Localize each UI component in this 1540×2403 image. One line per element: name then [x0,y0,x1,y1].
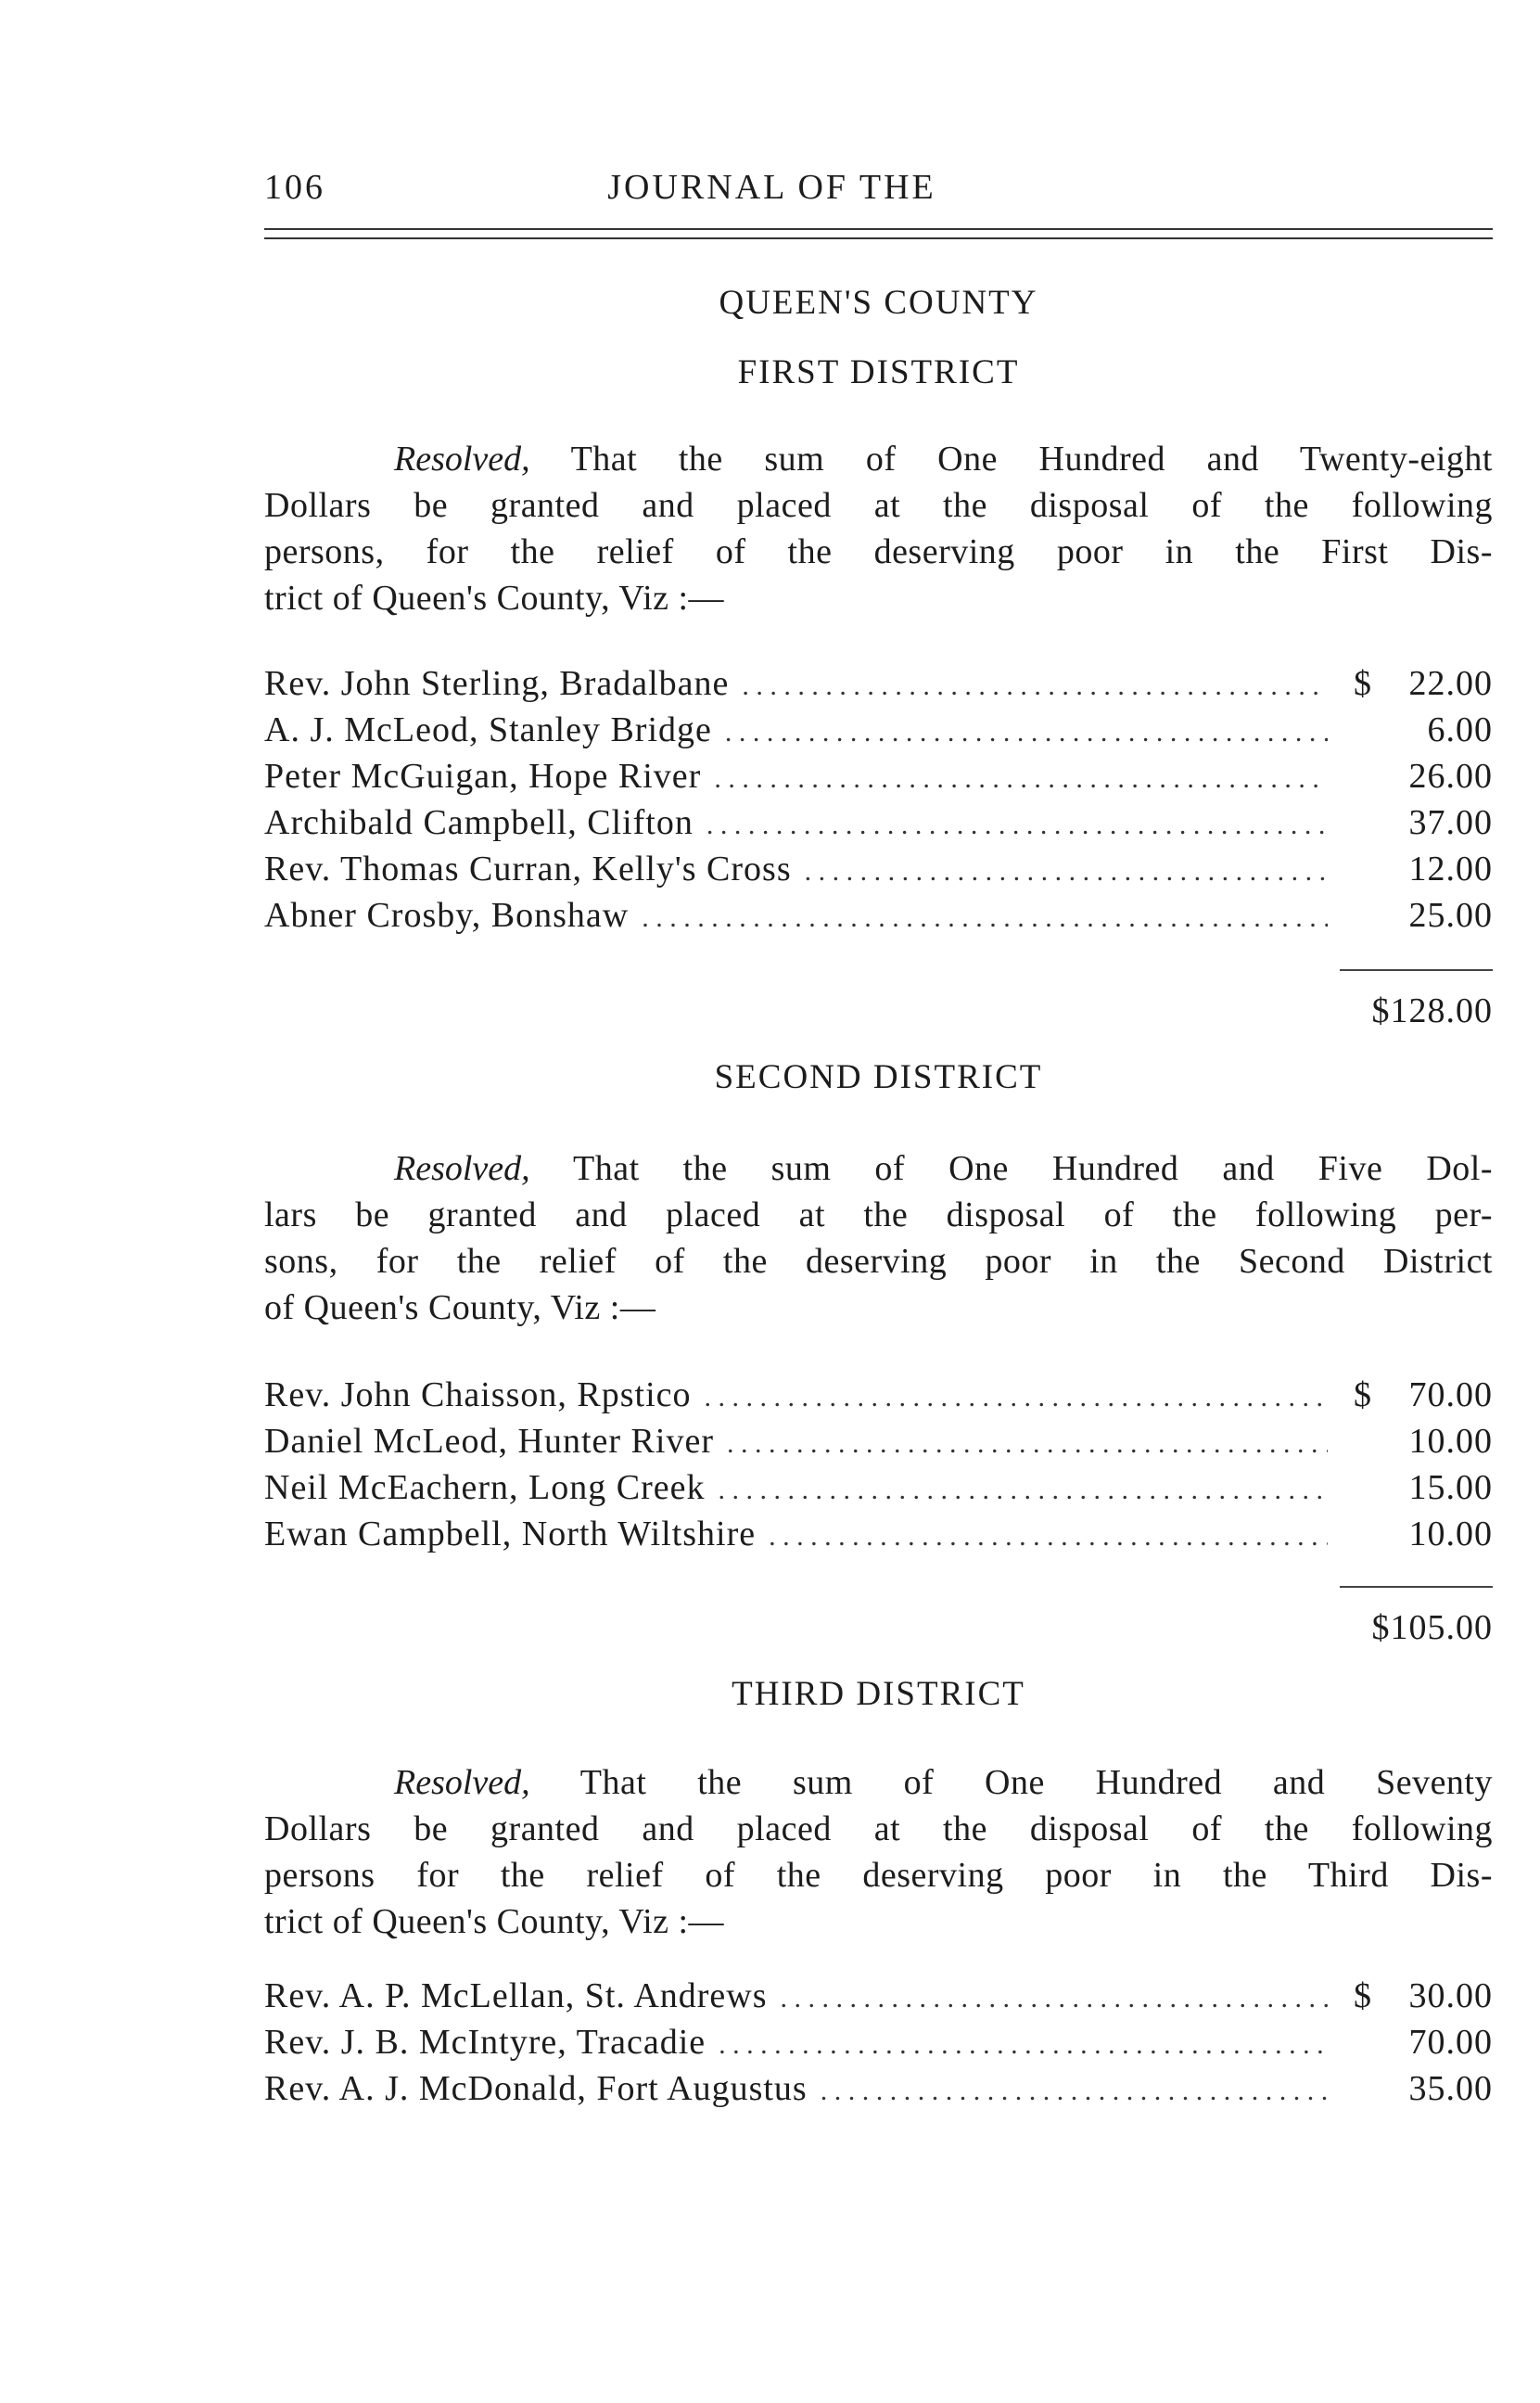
dot-leader [725,717,1328,748]
dot-leader [719,2029,1328,2061]
resolution-line: Dollars be granted and placed at the disposal of the following [264,486,1493,525]
resolved-word: Resolved, [394,1149,530,1188]
resolution-line: Resolved, That the sum of One Hundred and Five Dol- [394,1149,1493,1188]
amount: 26.00 [1408,757,1493,796]
payee: Rev. J. B. McIntyre, Tracadie [264,2023,706,2062]
amount: 35.00 [1408,2069,1493,2108]
running-title: JOURNAL OF THE [607,168,936,207]
dot-leader [719,1475,1329,1506]
amount: 30.00 [1408,1976,1493,2015]
resolution-line: trict of Queen's County, Viz :— [264,579,725,618]
amount: 6.00 [1427,710,1493,749]
payee: Ewan Campbell, North Wiltshire [264,1515,757,1553]
second-district-resolution [264,1145,1493,1331]
ledger-entry [264,756,1493,802]
amount: 37.00 [1408,803,1493,842]
payee: Rev. John Chaisson, Rpstico [264,1375,692,1414]
amount: 22.00 [1408,664,1493,703]
payee: Rev. A. J. McDonald, Fort Augustus [264,2069,808,2108]
first-district-resolution [264,436,1493,621]
first-district-total: $128.00 [1371,991,1493,1030]
dot-leader [642,902,1328,934]
resolution-line: Resolved, That the sum of One Hundred and Seventy [394,1763,1493,1802]
payee: Archibald Campbell, Clifton [264,803,694,842]
resolved-word: Resolved, [394,440,530,479]
first-district-heading: FIRST DISTRICT [737,353,1020,391]
first-district-ledger [264,663,1493,941]
total-rule [1340,969,1493,971]
third-district-ledger [264,1975,1493,2115]
resolution-line: Resolved, That the sum of One Hundred and Twenty-eight [394,440,1493,479]
payee: Rev. Thomas Curran, Kelly's Cross [264,850,792,888]
amount: 15.00 [1408,1468,1493,1507]
resolved-word: Resolved, [394,1763,530,1802]
ledger-entry [264,2068,1493,2115]
dot-leader [742,671,1328,702]
second-district-ledger [264,1374,1493,1560]
second-district-heading: SECOND DISTRICT [714,1058,1043,1096]
third-district-heading: THIRD DISTRICT [732,1675,1025,1713]
payee: Neil McEachern, Long Creek [264,1468,706,1507]
county-heading: QUEEN'S COUNTY [719,284,1038,322]
dot-leader [727,1428,1328,1460]
resolution-line: of Queen's County, Viz :— [264,1288,656,1327]
second-district-total: $105.00 [1371,1608,1493,1647]
dollar-sign: $ [1354,1976,1372,2015]
amount: 70.00 [1408,1375,1493,1414]
ledger-entry [264,895,1493,941]
dot-leader [714,763,1328,795]
dollar-sign: $ [1354,1375,1372,1414]
ledger-entry [264,1421,1493,1467]
resolution-line: persons for the relief of the deserving poor in the Third Dis- [264,1856,1493,1895]
ledger-entry [264,1467,1493,1514]
third-district-resolution [264,1759,1493,1945]
dot-leader [706,810,1328,841]
ledger-entry [264,709,1493,756]
ledger-entry [264,1975,1493,2022]
resolution-line: sons, for the relief of the deserving poor in the Second District [264,1242,1493,1281]
dot-leader [781,1983,1328,2014]
amount: 25.00 [1408,896,1493,935]
running-head [264,167,1493,213]
dot-leader [821,2076,1328,2107]
resolution-line: persons, for the relief of the deserving poor in the First Dis- [264,532,1493,571]
dot-leader [805,856,1328,888]
ledger-entry [264,2022,1493,2068]
payee: Rev. John Sterling, Bradalbane [264,664,730,703]
payee: Rev. A. P. McLellan, St. Andrews [264,1976,768,2015]
dollar-sign: $ [1354,664,1372,703]
amount: 12.00 [1408,850,1493,888]
resolution-line: lars be granted and placed at the disposal of the following per- [264,1195,1493,1234]
resolution-line: trict of Queen's County, Viz :— [264,1902,725,1941]
ledger-entry [264,1374,1493,1421]
header-double-rule [264,228,1493,239]
ledger-entry [264,1514,1493,1560]
ledger-entry [264,663,1493,709]
amount: 10.00 [1408,1515,1493,1553]
payee: A. J. McLeod, Stanley Bridge [264,710,712,749]
ledger-entry [264,849,1493,895]
payee: Daniel McLeod, Hunter River [264,1422,714,1461]
payee: Peter McGuigan, Hope River [264,757,702,796]
ledger-entry [264,802,1493,849]
amount: 70.00 [1408,2023,1493,2062]
page-number: 106 [264,168,325,207]
total-rule [1340,1586,1493,1588]
resolution-line: Dollars be granted and placed at the disposal of the following [264,1809,1493,1848]
amount: 10.00 [1408,1422,1493,1461]
dot-leader [705,1382,1329,1413]
dot-leader [769,1521,1328,1553]
payee: Abner Crosby, Bonshaw [264,896,630,935]
